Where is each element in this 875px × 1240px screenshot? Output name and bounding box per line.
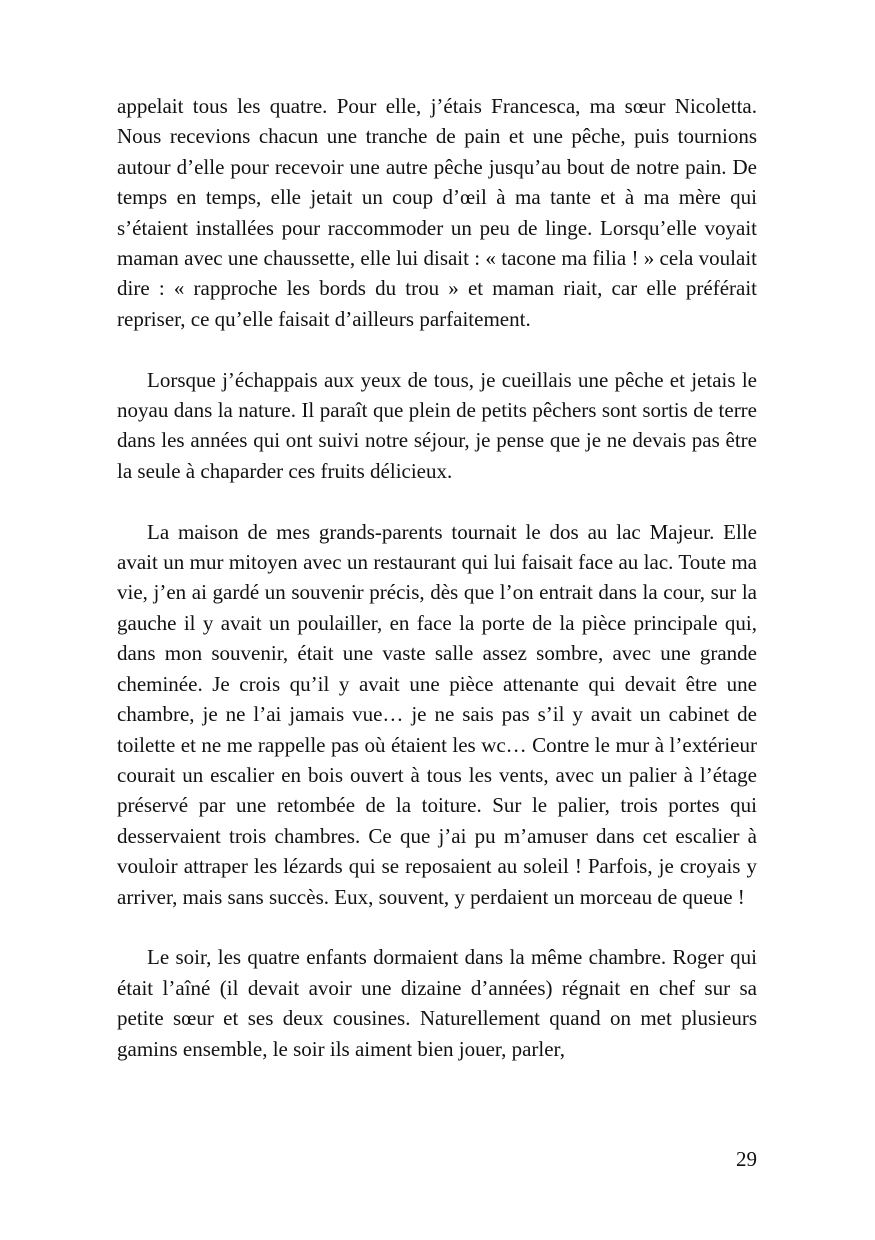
paragraph-3: La maison de mes grands-parents tournait le dos au lac Majeur. Elle avait un mur mitoyen avec un restaurant qui lui faisait face au lac. Toute ma vie, j’en ai gardé un souvenir précis, dès que l’on entrait dans la cour, sur la gauche il y avait un poulailler, en face la porte de la pièce principale qui, dans mon souvenir, était une vaste salle assez sombre, avec une grande cheminée. Je crois qu’il y avait une pièce attenante qui devait être une chambre, je ne l’ai jamais vue… je ne sais pas s’il y avait un cabinet de toilette et ne me rappelle pas où étaient les wc… Contre le mur à l’extérieur courait un escalier en bois ouvert à tous les vents, avec un palier à l’étage préservé par une retombée de la toiture. Sur le palier, trois portes qui desservaient trois chambres. Ce que j’ai pu m’amuser dans cet escalier à vouloir attraper les lézards qui se reposaient au soleil ! Parfois, je croyais y arriver, mais sans succès. Eux, souvent, y perdaient un morceau de queue !	[117, 519, 757, 909]
paragraph-1: appelait tous les quatre. Pour elle, j’étais Francesca, ma sœur Nicoletta. Nous recevions chacun une tranche de pain et une pêche, puis tournions autour d’elle pour recevoir une autre pêche jusqu’au bout de notre pain. De temps en temps, elle jetait un coup d’œil à ma tante et à ma mère qui s’étaient installées pour raccommoder un peu de linge. Lorsqu’elle voyait maman avec une chaussette, elle lui disait : « tacone ma filia ! » cela voulait dire : « rapproche les bords du trou » et maman riait, car elle préférait repriser, ce qu’elle faisait d’ailleurs parfaitement.	[117, 94, 757, 331]
page-body	[117, 91, 757, 1064]
page-number: 29	[736, 1147, 757, 1171]
paragraph-4: Le soir, les quatre enfants dormaient dans la même chambre. Roger qui était l’aîné (il devait avoir une dizaine d’années) régnait en chef sur sa petite sœur et ses deux cousines. Naturellement quand on met plusieurs gamins ensemble, le soir ils aiment bien jouer, parler,	[117, 945, 757, 1061]
paragraph-2: Lorsque j’échappais aux yeux de tous, je cueillais une pêche et jetais le noyau dans la nature. Il paraît que plein de petits pêchers sont sortis de terre dans les années qui ont suivi notre séjour, je pense que je ne devais pas être la seule à chaparder ces fruits délicieux.	[117, 367, 757, 483]
